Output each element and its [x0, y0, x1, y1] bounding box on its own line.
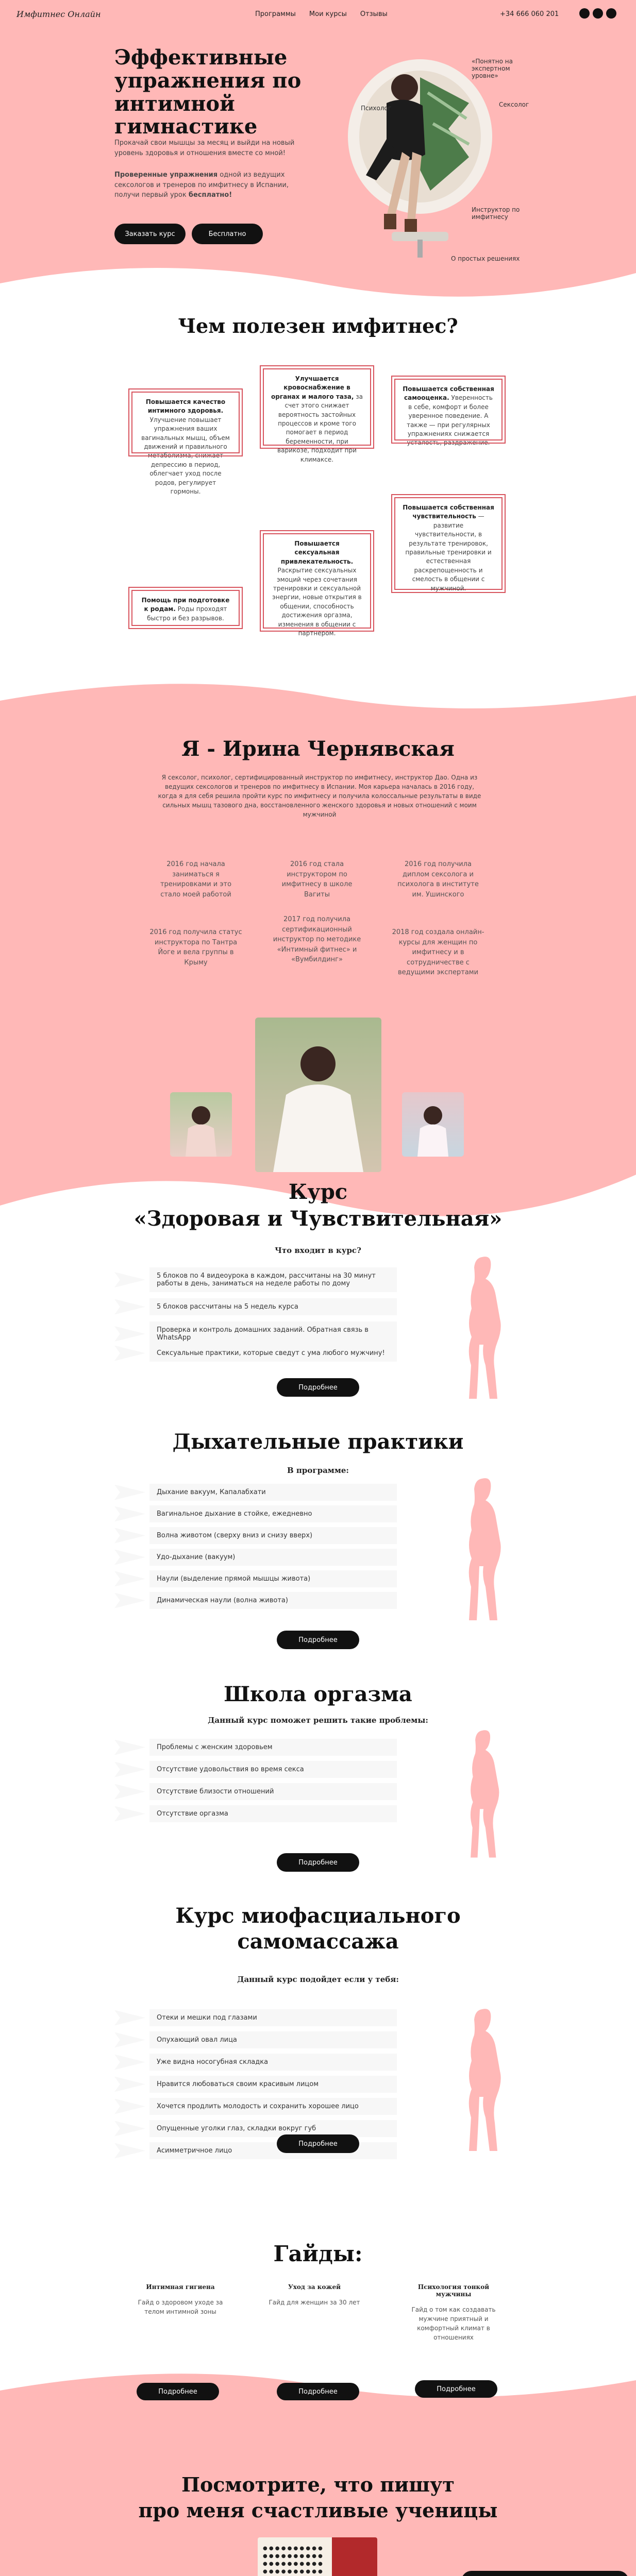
list-item — [114, 2054, 397, 2071]
timeline-item-5: 2017 год получила сертификационный инструктор по методике «Интимный фитнес» и «Вумбилдинг» — [273, 916, 361, 963]
benefit-card-3 — [394, 379, 503, 447]
list-item-text: Отсутствие близости отношений — [149, 1783, 397, 1800]
benefit-card-1-text: Улучшение повышает упражнения ваших вагинальных мышц, объем движений и правильного метаболизма, снижает депрессию в период, облегчает уход после родов, регулирует гормоны. — [141, 416, 230, 495]
hero-annotation-2: Сексолог — [499, 101, 529, 108]
arrow-icon — [114, 1346, 145, 1361]
course-subtitle: Что входит в курс? — [275, 1246, 361, 1255]
hero-title: Эффективные упражнения по интимной гимнастике — [114, 45, 302, 139]
guide-card-1 — [134, 2283, 227, 2344]
orgasm-title: Школа оргазма — [224, 1682, 412, 1706]
chevron-down-icon — [160, 2321, 201, 2342]
massage-title-2: самомассажа — [237, 1929, 399, 1954]
list-item — [114, 1592, 397, 1609]
list-item — [114, 2031, 397, 2048]
list-item — [114, 1783, 397, 1800]
arrow-icon — [114, 1593, 145, 1608]
list-item-text: Опухающий овал лица — [149, 2031, 397, 2048]
list-item — [114, 1527, 397, 1544]
telegram-icon[interactable] — [606, 8, 616, 19]
benefit-card-6-text: — развитие чувствительности, в результате тренировок, правильные тренировки и естественная раскрепощенность и смелость в общении с мужчиной. — [405, 513, 492, 592]
course-more-button[interactable]: Подробнее — [277, 1378, 359, 1397]
arrow-icon — [114, 2032, 145, 2048]
list-item — [114, 1739, 397, 1756]
list-item — [114, 1505, 397, 1522]
breathing-more-button[interactable]: Подробнее — [277, 1631, 359, 1649]
list-item-text: Дыхание вакуум, Капалабхати — [149, 1484, 397, 1501]
list-item-text: Волна животом (сверху вниз и снизу вверх) — [149, 1527, 397, 1544]
guide-title: Уход за кожей — [288, 2283, 341, 2291]
header-phone[interactable]: +34 666 060 201 — [500, 10, 559, 18]
list-item — [114, 2098, 397, 2115]
benefit-card-6-bold: Повышается собственная чувствительность — [403, 504, 494, 520]
benefit-card-4 — [131, 590, 240, 626]
silhouette-icon — [454, 1252, 515, 1401]
guide-more-button-1[interactable]: Подробнее — [137, 2383, 219, 2400]
timeline-item-4: 2016 год получила статус инструктора по Тантра Йоге и вела группы в Крыму — [149, 928, 242, 967]
list-item-text: 5 блоков рассчитаны на 5 недель курса — [149, 1298, 397, 1315]
hero-photo — [330, 46, 495, 258]
guide-text: Гайд для женщин за 30 лет — [269, 2299, 360, 2306]
arrow-icon — [114, 1326, 145, 1342]
guides-title: Гайды: — [273, 2241, 363, 2266]
hero-text-1: Прокачай свои мышцы за месяц и выйди на новый уровень здоровья и отношения вместе со мной! — [114, 139, 295, 157]
list-item — [114, 1570, 397, 1587]
orgasm-more-button[interactable]: Подробнее — [277, 1853, 359, 1872]
arrow-icon — [114, 2055, 145, 2070]
hero-text-2-end: бесплатно! — [188, 191, 232, 199]
course-title-1: Курс — [288, 1180, 348, 1204]
list-item — [114, 1298, 397, 1315]
list-item-text: Удо-дыхание (вакуум) — [149, 1549, 397, 1566]
hero-text-2-bold: Проверенные упражнения — [114, 171, 218, 179]
hero-annotation-3: Психолог — [361, 105, 392, 112]
silhouette-icon — [454, 1473, 515, 1623]
benefit-card-1-bold: Повышается качество интимного здоровья. — [145, 398, 226, 415]
arrow-icon — [114, 2121, 145, 2137]
benefit-card-1 — [131, 392, 240, 495]
list-item — [114, 1805, 397, 1822]
list-item — [114, 1549, 397, 1566]
course-title-2: «Здоровая и Чувствительная» — [133, 1207, 503, 1231]
massage-subtitle: Данный курс подойдет если у тебя: — [237, 1975, 399, 1984]
silhouette-icon — [454, 2004, 515, 2154]
benefit-card-5-text: Раскрытие сексуальных эмоций через сочетания тренировки и сексуальной энергии, новые открытия в общении, способность достижения оргазма, изменения в общении с партнером. — [272, 567, 362, 637]
about-title: Я - Ирина Чернявская — [181, 737, 455, 761]
guide-card-3 — [402, 2283, 505, 2370]
about-intro: Я сексолог, психолог, сертифицированный инструктор по имфитнесу, инструктор Дао. Одна из ведущих сексологов и тренеров по имфитнесу в Испании. Моя карьера началась в 2016 году, когда я для себя решила пройти курс по имфитнесу и получила колоссальные результаты в виде сильных мышц тазового дна, восстановленного женского здоровья и новых отношений с моим мужчиной — [158, 774, 481, 818]
chevron-down-icon — [433, 2347, 474, 2368]
arrow-icon — [114, 1506, 145, 1522]
arrow-icon — [114, 1740, 145, 1755]
massage-more-button[interactable]: Подробнее — [277, 2134, 359, 2153]
arrow-icon — [114, 1784, 145, 1800]
list-item — [114, 2009, 397, 2026]
benefits-title: Чем полезен имфитнес? — [178, 314, 458, 337]
guide-card-2 — [268, 2283, 361, 2335]
benefit-card-2 — [263, 368, 371, 463]
benefit-card-2-bold: Улучшается кровоснабжение в органах и малого таза, — [271, 375, 354, 400]
list-item-text: Нравится любоваться своим красивым лицом — [149, 2076, 397, 2093]
silhouette-icon — [454, 1726, 515, 1860]
list-item-text: Проблемы с женским здоровьем — [149, 1739, 397, 1756]
arrow-icon — [114, 1272, 145, 1287]
list-item — [114, 1321, 397, 1346]
benefit-card-3-bold: Повышается собственная самооценка. — [403, 385, 494, 402]
massage-title-1: Курс миофасциального — [175, 1904, 461, 1928]
arrow-icon — [114, 1762, 145, 1777]
free-lesson-button[interactable]: Бесплатно — [192, 224, 263, 244]
chevron-down-icon — [294, 2312, 335, 2333]
guide-title: Психология тонкой мужчины — [417, 2283, 490, 2298]
benefit-card-3-text: Уверенность в себе, комфорт и более уверенное поведение. А также — при регулярных упражнениях снижается усталость, раздражение. — [407, 394, 493, 447]
list-item — [114, 2076, 397, 2093]
social-icons — [579, 8, 616, 19]
list-item — [114, 1761, 397, 1778]
benefit-card-2-text: за счет этого снижает вероятность застойных процессов и кроме того помогает в период беременности, при варикозе, подходит при климаксе. — [277, 393, 363, 463]
arrow-icon — [114, 2099, 145, 2114]
list-item-text: Динамическая наули (волна живота) — [149, 1592, 397, 1609]
guide-more-button-3[interactable]: Подробнее — [415, 2380, 497, 2398]
timeline-item-6: 2018 год создала онлайн-курсы для женщин по имфитнесу и в сотрудничестве с ведущими экспертами — [392, 928, 484, 976]
whatsapp-icon[interactable] — [579, 8, 590, 19]
list-item — [114, 1484, 397, 1501]
list-item-text: Отеки и мешки под глазами — [149, 2009, 397, 2026]
benefit-card-4-text: Роды проходят быстро и без разрывов. — [147, 605, 227, 622]
free-lesson-cta-button[interactable] — [461, 2571, 629, 2576]
list-item-text: Сексуальные практики, которые сведут с ума любого мужчину! — [149, 1345, 397, 1362]
instagram-icon[interactable] — [593, 8, 603, 19]
reviews-title-1: Посмотрите, что пишут — [181, 2473, 455, 2496]
hero-annotation-1: «Понятно на экспертном уровне» — [472, 58, 513, 79]
guide-title: Интимная гигиена — [146, 2283, 215, 2291]
arrow-icon — [114, 1528, 145, 1544]
header — [0, 0, 636, 31]
nav-item-courses[interactable]: Мои курсы — [309, 10, 347, 18]
guide-text: Гайд о здоровом уходе за телом интимной зоны — [138, 2299, 223, 2315]
arrow-icon — [114, 2143, 145, 2159]
hero-annotation-4: Инструктор по имфитнесу — [472, 206, 520, 221]
timeline-item-3: 2016 год получила диплом сексолога и психолога в институте им. Ушинского — [397, 860, 479, 899]
list-item-text: 5 блоков по 4 видеоурока в каждом, рассчитаны на 30 минут работы в день, заниматься на неделе работы по дому — [149, 1267, 397, 1292]
timeline-item-1: 2016 год начала заниматься я тренировками и это стало моей работой — [160, 860, 232, 899]
orgasm-subtitle: Данный курс поможет решить такие проблемы: — [208, 1716, 428, 1725]
arrow-icon — [114, 1550, 145, 1565]
list-item — [114, 2120, 397, 2137]
arrow-icon — [114, 2077, 145, 2092]
benefit-card-4-bold: Помощь при подготовке к родам. — [141, 597, 230, 613]
order-course-button[interactable]: Заказать курс — [114, 224, 186, 244]
reviews-slider[interactable]: ● ● ● ● ● ● ● ● ● ● ● ● ● ● ● ● ● ● ● ● ● ● ● ● ● ● ● ● ● ● ● ● ● ● ● ● ● ● ● ● — [258, 2537, 377, 2576]
arrow-icon — [114, 1571, 145, 1587]
list-item-text: Наули (выделение прямой мышцы живота) — [149, 1570, 397, 1587]
list-item-text: Отсутствие оргазма — [149, 1805, 397, 1822]
nav-item-reviews[interactable]: Отзывы — [360, 10, 388, 18]
list-item-text: Асимметричное лицо — [149, 2142, 397, 2159]
hero-annotation-5: О простых решениях — [451, 255, 520, 262]
breathing-title: Дыхательные практики — [172, 1430, 464, 1454]
breathing-subtitle: В программе: — [287, 1466, 349, 1475]
hero-text-2-rest: одной из ведущих сексологов и тренеров по имфитнесу в Испании, получи первый урок — [114, 171, 289, 199]
nav — [255, 10, 401, 18]
benefit-card-5 — [263, 533, 371, 637]
arrow-icon — [114, 1485, 145, 1500]
list-item-text: Проверка и контроль домашних заданий. Обратная связь в WhatsApp — [149, 1321, 397, 1346]
logo[interactable]: Имфитнес Онлайн — [16, 9, 101, 19]
reviews-title-2: про меня счастливые ученицы — [138, 2499, 498, 2522]
list-item-text: Уже видна носогубная складка — [149, 2054, 397, 2071]
timeline-item-2: 2016 год стала инструктором по имфитнесу в школе Вагиты — [281, 860, 353, 899]
guide-text: Гайд о том как создавать мужчине приятный и комфортный климат в отношениях — [411, 2306, 496, 2341]
arrow-icon — [114, 1299, 145, 1315]
arrow-icon — [114, 1806, 145, 1822]
list-item-text: Вагинальное дыхание в стойке, ежедневно — [149, 1505, 397, 1522]
list-item — [114, 1345, 397, 1362]
list-item-text: Отсутствие удовольствия во время секса — [149, 1761, 397, 1778]
arrow-icon — [114, 2010, 145, 2026]
guide-more-button-2[interactable]: Подробнее — [277, 2383, 359, 2400]
list-item — [114, 1267, 397, 1292]
hero-text-2 — [114, 170, 300, 200]
benefit-card-6 — [394, 497, 503, 590]
list-item-text: Хочется продлить молодость и сохранить хорошее лицо — [149, 2098, 397, 2115]
list-item-text: Опущенные уголки глаз, складки вокруг губ — [149, 2120, 397, 2137]
benefit-card-5-bold: Повышается сексуальная привлекательность. — [280, 540, 354, 565]
nav-item-programs[interactable]: Программы — [255, 10, 296, 18]
